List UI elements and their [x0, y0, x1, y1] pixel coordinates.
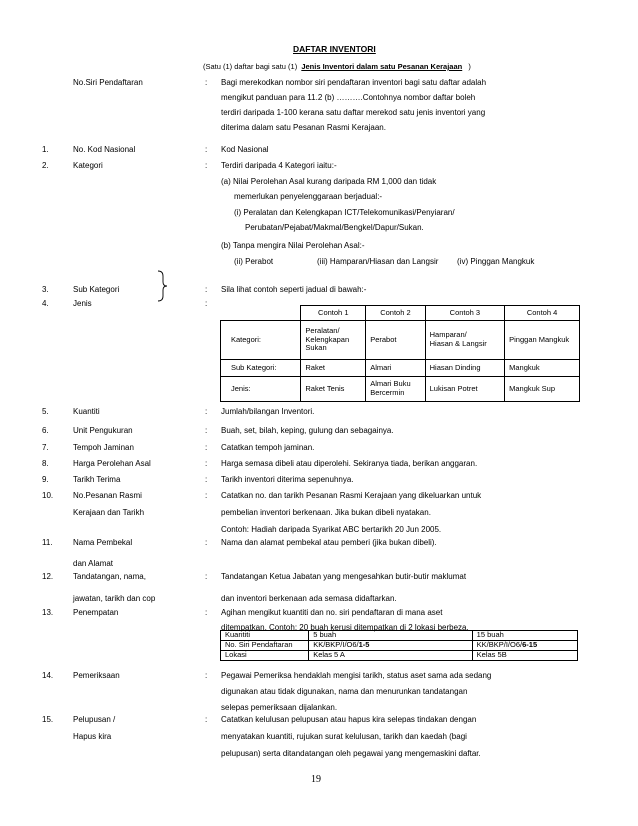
item-colon: :	[205, 145, 208, 154]
item-description: Terdiri daripada 4 Kategori iaitu:-	[221, 161, 337, 170]
kategori-option-a-i-line2: Perubatan/Pejabat/Makmal/Bengkel/Dapur/Sukan.	[245, 223, 424, 232]
subtitle-suffix: )	[468, 62, 471, 71]
table-cell: Raket Tenis	[301, 377, 366, 402]
item-colon: :	[205, 161, 208, 170]
item-number: 4.	[42, 299, 49, 308]
table-cell: Lukisan Potret	[425, 377, 505, 402]
item-label: Hapus kira	[73, 732, 112, 741]
item-description: Tandatangan Ketua Jabatan yang mengesahkan butir-butir maklumat	[221, 572, 467, 581]
item-colon: :	[205, 443, 208, 452]
item-description: mengikut panduan para 11.2 (b) ……….Contohnya nombor daftar boleh	[221, 93, 476, 102]
table-header-cell	[221, 306, 301, 321]
cell-text: 5 buah	[313, 630, 337, 640]
item-number: 5.	[42, 407, 49, 416]
example-table	[220, 305, 580, 402]
item-colon: :	[205, 715, 208, 724]
item-description: Jumlah/bilangan Inventori.	[221, 407, 315, 416]
item-number: 15.	[42, 715, 54, 724]
table-cell: Kategori:	[221, 321, 301, 360]
table-cell	[472, 631, 577, 641]
item-number: 10.	[42, 491, 54, 500]
item-colon: :	[205, 608, 208, 617]
kategori-option-b-iv: (iv) Pinggan Mangkuk	[457, 257, 535, 266]
table-row	[221, 651, 578, 661]
table-cell	[309, 631, 472, 641]
item-label: Kategori	[73, 161, 103, 170]
table-row	[221, 631, 578, 641]
item-label: No.Pesanan Rasmi	[73, 491, 142, 500]
kategori-option-a: (a) Nilai Perolehan Asal kurang daripada RM 1,000 dan tidak	[221, 177, 437, 186]
table-header-cell: Contoh 2	[366, 306, 425, 321]
kategori-option-b-iii: (iii) Hamparan/Hiasan dan Langsir	[317, 257, 439, 266]
table-cell: Hamparan/ Hiasan & Langsir	[425, 321, 505, 360]
item-number: 2.	[42, 161, 49, 170]
item-label: dan Alamat	[73, 559, 114, 568]
item-description: pelupusan) serta ditandatangan oleh pegawai yang mengemaskini daftar.	[221, 749, 481, 758]
subtitle-emphasis: Jenis Inventori dalam satu Pesanan Kerajaan	[301, 62, 463, 71]
item-description: Nama dan alamat pembekal atau pemberi (jika bukan dibeli).	[221, 538, 437, 547]
kategori-option-a-i: (i) Peralatan dan Kelengkapan ICT/Telekomunikasi/Penyiaran/	[234, 208, 455, 217]
table-row	[221, 360, 580, 377]
item-label: Pemeriksaan	[73, 671, 120, 680]
item-label: Kerajaan dan Tarikh	[73, 508, 145, 517]
kategori-option-b: (b) Tanpa mengira Nilai Perolehan Asal:-	[221, 241, 365, 250]
table-cell	[309, 651, 472, 661]
cell-text: Kuantiti	[225, 630, 251, 640]
table-cell: Pinggan Mangkuk	[505, 321, 580, 360]
table-cell: Almari	[366, 360, 425, 377]
kategori-option-b-ii: (ii) Perabot	[234, 257, 274, 266]
item-label: Harga Perolehan Asal	[73, 459, 151, 468]
item-number: 3.	[42, 285, 49, 294]
item-description: Catatkan kelulusan pelupusan atau hapus kira selepas tindakan dengan	[221, 715, 477, 724]
item-description: Bagi merekodkan nombor siri pendaftaran inventori bagi satu daftar adalah	[221, 78, 487, 87]
item-label: Tarikh Terima	[73, 475, 121, 484]
item-description: Catatkan no. dan tarikh Pesanan Rasmi Kerajaan yang dikeluarkan untuk	[221, 491, 482, 500]
item-label: Nama Pembekal	[73, 538, 133, 547]
item-number: 8.	[42, 459, 49, 468]
item-label: No. Kod Nasional	[73, 145, 136, 154]
item-label: Penempatan	[73, 608, 119, 617]
item-description: diterima dalam satu Pesanan Rasmi Kerajaan.	[221, 123, 386, 132]
table-cell: Almari Buku Bercermin	[366, 377, 425, 402]
item-description: Sila lihat contoh seperti jadual di bawah:-	[221, 285, 367, 294]
table-cell: Raket	[301, 360, 366, 377]
item-colon: :	[205, 407, 208, 416]
page-title: DAFTAR INVENTORI	[293, 44, 376, 54]
table-cell	[221, 651, 309, 661]
item-colon: :	[205, 78, 208, 87]
table-cell	[472, 641, 577, 651]
item-number: 13.	[42, 608, 54, 617]
table-cell: Peralatan/ Kelengkapan Sukan	[301, 321, 366, 360]
table-cell: Mangkuk	[505, 360, 580, 377]
item-number: 9.	[42, 475, 49, 484]
item-label: Pelupusan /	[73, 715, 116, 724]
item-colon: :	[205, 538, 208, 547]
subtitle-prefix: (Satu (1) daftar bagi satu (1)	[203, 62, 298, 71]
item-number: 14.	[42, 671, 54, 680]
cell-text: Lokasi	[225, 650, 247, 660]
table-cell	[472, 651, 577, 661]
brace-icon	[155, 270, 169, 302]
item-description: dan inventori berkenaan ada semasa didaftarkan.	[221, 594, 397, 603]
item-description: pembelian inventori berkenaan. Jika bukan dibeli nyatakan.	[221, 508, 431, 517]
item-description: selepas pemeriksaan dijalankan.	[221, 703, 338, 712]
table-row	[221, 321, 580, 360]
item-label: Jenis	[73, 299, 92, 308]
item-colon: :	[205, 299, 208, 308]
item-label: Tandatangan, nama,	[73, 572, 146, 581]
item-label: Tempoh Jaminan	[73, 443, 134, 452]
item-colon: :	[205, 426, 208, 435]
item-colon: :	[205, 491, 208, 500]
item-number: 7.	[42, 443, 49, 452]
item-colon: :	[205, 475, 208, 484]
page-subtitle	[203, 63, 471, 71]
item-description: menyatakan kuantiti, rujukan surat kelulusan, tarikh dan kaedah (bagi	[221, 732, 467, 741]
item-description: Contoh: Hadiah daripada Syarikat ABC bertarikh 20 Jun 2005.	[221, 525, 442, 534]
table-cell: Sub Kategori:	[221, 360, 301, 377]
table-header-row	[221, 306, 580, 321]
item-number: 1.	[42, 145, 49, 154]
serial-range: 1-5	[358, 640, 370, 650]
table-cell	[221, 631, 309, 641]
table-row	[221, 377, 580, 402]
item-colon: :	[205, 285, 208, 294]
table-row	[221, 641, 578, 651]
item-label: jawatan, tarikh dan cop	[73, 594, 156, 603]
kategori-option-a-line2: memerlukan penyelenggaraan berjadual:-	[234, 192, 383, 201]
table-header-cell: Contoh 3	[425, 306, 505, 321]
table-cell: Hiasan Dinding	[425, 360, 505, 377]
item-label: Sub Kategori	[73, 285, 120, 294]
item-label: Kuantiti	[73, 407, 100, 416]
table-header-cell: Contoh 1	[301, 306, 366, 321]
table-cell	[221, 641, 309, 651]
table-cell: Mangkuk Sup	[505, 377, 580, 402]
item-description: Harga semasa dibeli atau diperolehi. Sekiranya tiada, berikan anggaran.	[221, 459, 478, 468]
item-number: 12.	[42, 572, 54, 581]
item-description: Tarikh inventori diterima sepenuhnya.	[221, 475, 354, 484]
item-description: Buah, set, bilah, keping, gulung dan sebagainya.	[221, 426, 394, 435]
cell-text: Kelas 5B	[476, 650, 507, 660]
item-number: 6.	[42, 426, 49, 435]
cell-text: KK/BKP/I/O6/	[313, 640, 359, 650]
cell-text: No. Siri Pendaftaran	[225, 640, 293, 650]
serial-range: 6-15	[522, 640, 538, 650]
item-colon: :	[205, 459, 208, 468]
table-cell: Jenis:	[221, 377, 301, 402]
item-colon: :	[205, 671, 208, 680]
item-label: Unit Pengukuran	[73, 426, 133, 435]
item-description: terdiri daripada 1-100 kerana satu daftar merekod satu jenis inventori yang	[221, 108, 486, 117]
table-cell: Perabot	[366, 321, 425, 360]
cell-text: KK/BKP/I/O6/	[476, 640, 523, 650]
item-description: Kod Nasional	[221, 145, 269, 154]
cell-text: 15 buah	[476, 630, 504, 640]
item-description: Catatkan tempoh jaminan.	[221, 443, 315, 452]
table-cell	[309, 641, 472, 651]
page-number: 19	[311, 774, 321, 785]
item-description: Pegawai Pemeriksa hendaklah mengisi tarikh, status aset sama ada sedang	[221, 671, 492, 680]
item-description: ditempatkan. Contoh: 20 buah kerusi ditempatkan di 2 lokasi berbeza.	[221, 623, 469, 632]
item-number: 11.	[42, 538, 53, 547]
placement-table	[220, 630, 578, 661]
cell-text: Kelas 5 A	[313, 650, 345, 660]
item-colon: :	[205, 572, 208, 581]
item-description: digunakan atau tidak digunakan, nama dan menurunkan tandatangan	[221, 687, 468, 696]
table-header-cell: Contoh 4	[505, 306, 580, 321]
item-description: Agihan mengikut kuantiti dan no. siri pendaftaran di mana aset	[221, 608, 443, 617]
item-label: No.Siri Pendaftaran	[73, 78, 143, 87]
